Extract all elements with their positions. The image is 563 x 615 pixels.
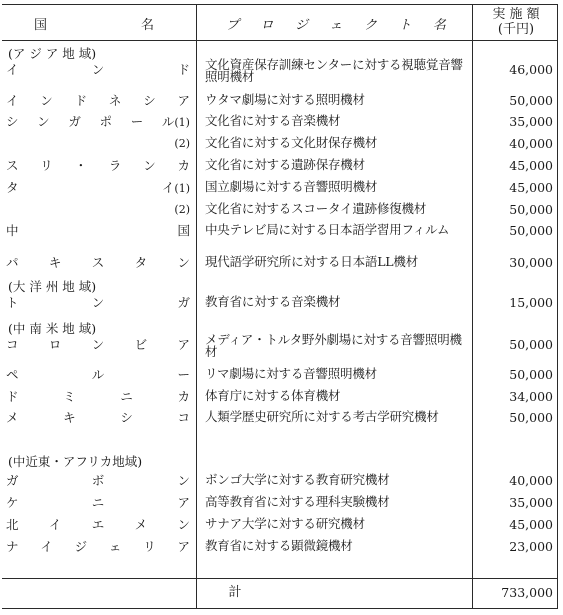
country-name bbox=[6, 540, 190, 554]
project-name: メディア・トルタ野外劇場に対する音響照明機材 bbox=[205, 332, 462, 359]
region-heading: (ア ジ ア 地 域) bbox=[8, 46, 97, 61]
region-heading: (大 洋 州 地 域) bbox=[8, 279, 97, 294]
country-char: ド bbox=[6, 389, 19, 404]
amount-value: 45,000 bbox=[509, 517, 553, 532]
country-char: コ bbox=[6, 337, 19, 352]
country-name bbox=[6, 256, 190, 270]
country-char: ト bbox=[6, 295, 19, 310]
header-project-char: ェ bbox=[329, 18, 343, 33]
country-char: ナ bbox=[6, 539, 19, 554]
country-char: ガ bbox=[68, 114, 81, 129]
country-name bbox=[6, 159, 190, 173]
country-char: 中 bbox=[6, 223, 19, 238]
amount-value: 50,000 bbox=[509, 367, 553, 382]
country-char: イ bbox=[6, 62, 19, 77]
country-cell bbox=[6, 474, 190, 488]
country-char: ー bbox=[130, 114, 144, 129]
country-name bbox=[6, 338, 190, 352]
amount-value: 40,000 bbox=[509, 136, 553, 151]
country-char: イ bbox=[6, 93, 19, 108]
country-char: カ bbox=[177, 389, 190, 404]
country-char: ン bbox=[177, 517, 190, 532]
amount-value: 23,000 bbox=[509, 539, 553, 554]
amount-value: 50,000 bbox=[509, 202, 553, 217]
header-project-char: 名 bbox=[432, 18, 446, 33]
country-char: ラ bbox=[108, 158, 122, 173]
country-name bbox=[6, 474, 190, 488]
country-name bbox=[6, 203, 190, 217]
total-top-rule bbox=[2, 578, 558, 579]
country-char: ケ bbox=[6, 495, 19, 510]
country-char: ン bbox=[91, 337, 105, 352]
country-char: イ bbox=[48, 517, 62, 532]
country-cell bbox=[6, 496, 190, 510]
country-name bbox=[6, 390, 190, 404]
amount-value: 30,000 bbox=[509, 255, 553, 270]
country-char: ・ bbox=[74, 158, 88, 173]
country-char: ア bbox=[177, 495, 190, 510]
country-char: 国 bbox=[177, 223, 190, 238]
header-amount-label: 実 施 額 bbox=[492, 7, 540, 22]
country-cell bbox=[6, 137, 190, 151]
table-bottom-rule bbox=[2, 608, 558, 609]
country-char: ボ bbox=[91, 473, 105, 488]
country-char: ア bbox=[177, 539, 190, 554]
amount-value: 50,000 bbox=[509, 337, 553, 352]
amount-value: 50,000 bbox=[509, 410, 553, 425]
country-char: ン bbox=[143, 158, 156, 173]
country-char: ン bbox=[37, 114, 50, 129]
region-heading: (中 南 米 地 域) bbox=[8, 321, 97, 336]
country-cell bbox=[6, 368, 190, 382]
country-cell bbox=[6, 390, 190, 404]
country-cell bbox=[6, 159, 190, 173]
country-name bbox=[6, 368, 190, 382]
country-char: キ bbox=[48, 255, 62, 270]
country-char: パ bbox=[6, 255, 19, 270]
header-project-char: ク bbox=[363, 18, 377, 33]
country-cell bbox=[6, 411, 190, 425]
country-cell bbox=[6, 94, 190, 108]
project-name: 文化省に対する遺跡保存機材 bbox=[205, 157, 365, 172]
header-project-char: プ bbox=[226, 18, 240, 33]
country-char: リ bbox=[143, 539, 156, 554]
header-country-char: 国 bbox=[34, 18, 48, 33]
country-char: ロ bbox=[48, 337, 62, 352]
country-char: ン bbox=[91, 62, 105, 77]
project-name: 人類学歴史研究所に対する考古学研究機材 bbox=[205, 409, 439, 424]
country-cell bbox=[6, 115, 190, 129]
country-name bbox=[6, 224, 190, 238]
table-top-rule bbox=[2, 4, 558, 5]
country-char: タ bbox=[134, 255, 148, 270]
country-name bbox=[6, 496, 190, 510]
country-suffix: (2) bbox=[174, 137, 190, 150]
country-cell bbox=[6, 63, 190, 77]
header-project-char: ロ bbox=[260, 18, 274, 33]
total-amount: 733,000 bbox=[501, 585, 553, 600]
amount-value: 15,000 bbox=[509, 295, 553, 310]
country-char: ド bbox=[74, 93, 88, 108]
header-project-char: ト bbox=[398, 18, 412, 33]
country-name bbox=[6, 115, 190, 130]
country-char: ガ bbox=[6, 473, 19, 488]
amount-value: 46,000 bbox=[509, 62, 553, 77]
country-cell bbox=[6, 224, 190, 238]
project-name: 文化省に対する文化財保存機材 bbox=[205, 135, 378, 150]
country-char: ス bbox=[6, 158, 19, 173]
project-name: 文化省に対する音楽機材 bbox=[205, 113, 341, 128]
country-name bbox=[6, 63, 190, 77]
country-suffix: (2) bbox=[174, 203, 190, 216]
country-cell bbox=[6, 203, 190, 217]
amount-value: 34,000 bbox=[509, 389, 553, 404]
country-char: ド bbox=[177, 62, 190, 77]
project-name: サナア大学に対する研究機材 bbox=[205, 516, 365, 531]
project-name: ボンゴ大学に対する教育研究機材 bbox=[205, 472, 390, 487]
country-char: ン bbox=[177, 255, 190, 270]
country-suffix: (1) bbox=[174, 182, 190, 195]
header-amount bbox=[476, 7, 556, 37]
amount-value: 35,000 bbox=[509, 114, 553, 129]
amount-value: 45,000 bbox=[509, 180, 553, 195]
country-char: シ bbox=[143, 93, 156, 108]
amount-column-rule bbox=[472, 4, 473, 609]
country-char: タ bbox=[6, 180, 19, 195]
country-char: リ bbox=[40, 158, 53, 173]
country-char: ネ bbox=[108, 93, 122, 108]
country-column-rule bbox=[196, 4, 197, 609]
country-cell bbox=[6, 181, 190, 195]
country-char: メ bbox=[6, 410, 19, 425]
country-char: キ bbox=[63, 410, 76, 425]
region-heading: (中近東・アフリカ地域) bbox=[8, 454, 143, 469]
country-char: ル bbox=[91, 367, 105, 382]
country-char: ン bbox=[177, 473, 190, 488]
country-suffix: (1) bbox=[174, 116, 190, 129]
country-name bbox=[6, 94, 190, 108]
country-name bbox=[6, 296, 190, 310]
amount-value: 50,000 bbox=[509, 223, 553, 238]
country-char: ン bbox=[91, 295, 105, 310]
country-char: ミ bbox=[63, 389, 76, 404]
project-name: 文化省に対するスコータイ遺跡修復機材 bbox=[205, 201, 427, 216]
project-name: 現代語学研究所に対する日本語LL機材 bbox=[205, 254, 419, 269]
country-name bbox=[6, 137, 190, 151]
country-char: ェ bbox=[108, 539, 122, 554]
total-label: 計 bbox=[228, 585, 242, 600]
project-name: 教育省に対する顕微鏡機材 bbox=[205, 538, 353, 553]
amount-value: 40,000 bbox=[509, 473, 553, 488]
country-char: シ bbox=[120, 410, 133, 425]
project-name: 国立劇場に対する音響照明機材 bbox=[205, 179, 378, 194]
project-name: 文化資産保存訓練センターに対する視聴覚音響照明機材 bbox=[205, 57, 463, 84]
header-bottom-rule bbox=[2, 40, 558, 41]
country-char: ビ bbox=[134, 337, 148, 352]
country-char: 北 bbox=[6, 517, 19, 532]
country-char: ン bbox=[40, 93, 53, 108]
project-name: 高等教育省に対する理科実験機材 bbox=[205, 494, 390, 509]
project-name: リマ劇場に対する音響照明機材 bbox=[205, 366, 377, 381]
country-name bbox=[6, 411, 190, 425]
country-char: ア bbox=[177, 337, 190, 352]
country-cell bbox=[6, 338, 190, 352]
country-char: コ bbox=[177, 410, 190, 425]
header-project bbox=[226, 14, 446, 33]
amount-value: 45,000 bbox=[509, 158, 553, 173]
country-char: ー bbox=[177, 367, 190, 382]
project-name: 中央テレビ局に対する日本語学習用フィルム bbox=[205, 222, 450, 237]
country-char: カ bbox=[177, 158, 190, 173]
country-char: シ bbox=[6, 114, 19, 129]
country-char: ル bbox=[161, 114, 175, 129]
country-char: ジ bbox=[74, 539, 88, 554]
project-name: 教育省に対する音楽機材 bbox=[205, 294, 341, 309]
project-name: 体育庁に対する体育機材 bbox=[205, 388, 341, 403]
header-country-char: 名 bbox=[140, 18, 154, 33]
country-char: イ bbox=[40, 539, 53, 554]
country-char: ガ bbox=[177, 295, 190, 310]
header-country bbox=[34, 14, 154, 33]
country-char: メ bbox=[134, 517, 148, 532]
country-char: ア bbox=[177, 93, 190, 108]
country-cell bbox=[6, 256, 190, 270]
country-char: イ bbox=[161, 180, 175, 195]
amount-value: 50,000 bbox=[509, 93, 553, 108]
header-project-char: ジ bbox=[294, 18, 308, 33]
country-char: ポ bbox=[99, 114, 113, 129]
header-amount-unit: (千円) bbox=[497, 22, 535, 37]
country-char: ペ bbox=[6, 367, 19, 382]
country-char: ニ bbox=[91, 495, 105, 510]
country-name bbox=[6, 518, 190, 532]
country-char: ス bbox=[91, 255, 105, 270]
country-char: ニ bbox=[120, 389, 133, 404]
amount-value: 35,000 bbox=[509, 495, 553, 510]
country-char: エ bbox=[91, 517, 105, 532]
country-name bbox=[6, 181, 190, 196]
country-cell bbox=[6, 540, 190, 554]
country-cell bbox=[6, 296, 190, 310]
project-name: ウタマ劇場に対する照明機材 bbox=[205, 92, 365, 107]
table-right-rule bbox=[557, 4, 558, 609]
country-cell bbox=[6, 518, 190, 532]
